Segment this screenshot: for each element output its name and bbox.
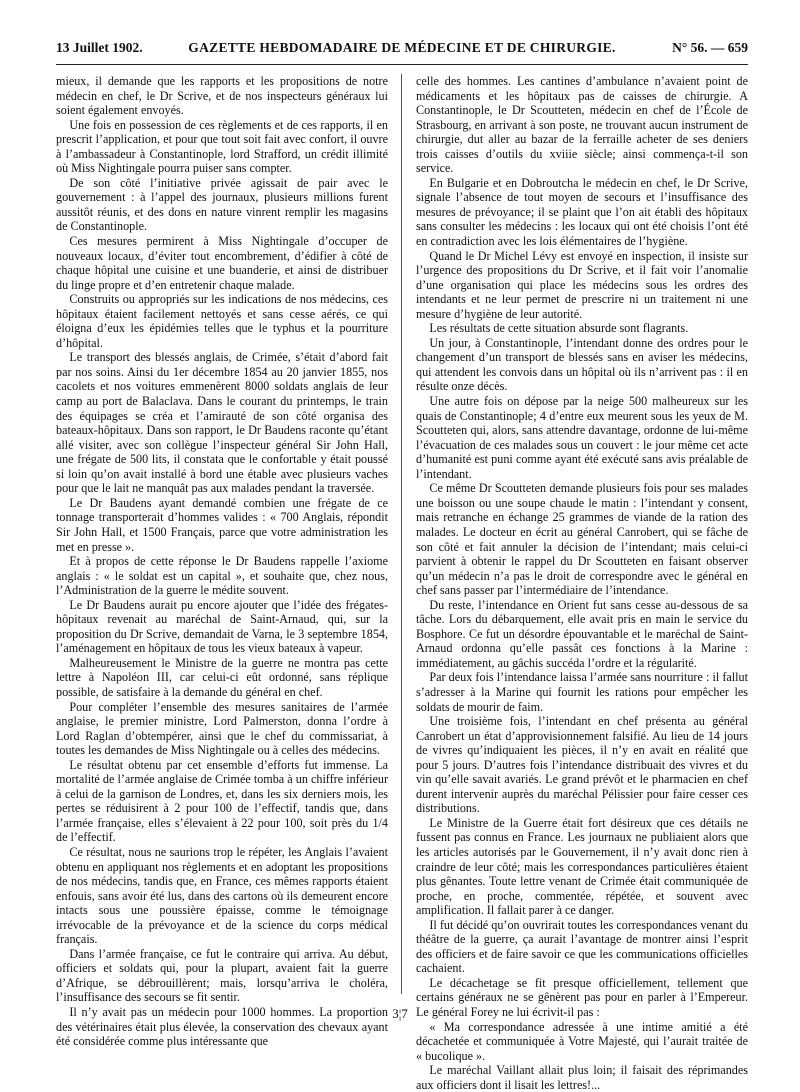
- paragraph: Le Dr Baudens aurait pu encore ajouter que l’idée des frégates-hôpitaux revenait au maréchal de Saint-Arnaud, qui, sur la proposition du Dr Scrive, demandait de Varna, le 3 septembre 1854, l’aménagement en hôpitaux de tous les vieux bateaux à vapeur.: [56, 597, 388, 656]
- paragraph: En Bulgarie et en Dobroutcha le médecin en chef, le Dr Scrive, signale l’absence de tout moyen de secours et l’insuffisance des mesures de prévoyance; il se plaint que l’on ait établi des hôpitaux sans consulter les médecins : les locaux qui ont été choisis l’ont été en contradiction avec les lois élémentaires de l’hygiène.: [416, 175, 748, 249]
- paragraph: Il fut décidé qu’on ouvrirait toutes les correspondances venant du théâtre de la guerre, ça aurait l’avantage de montrer ainsi l’esprit des officiers et de faire savoir ce que les communications officielles cachaient.: [416, 917, 748, 976]
- paragraph: Le Ministre de la Guerre était fort désireux que ces détails ne fussent pas connus en France. Les journaux ne publiaient alors que les articles autorisés par le Gouvernement, il n’y avait donc rien à craindre de leur côté; mais les correspondances particulières étaient plus gênantes. Toute lettre venant de Crimée était communiquée de proche, en proche, commentée, répétée, et souvent avec amplification. Il fallait parer à ce danger.: [416, 815, 748, 918]
- paragraph: Et à propos de cette réponse le Dr Baudens rappelle l’axiome anglais : « le soldat est un capital », et souhaite que, chez nous, l’Administration de la guerre le médite souvent.: [56, 554, 388, 598]
- page-footer-number: 3¦7: [392, 1006, 408, 1021]
- right-column: [416, 74, 748, 1092]
- paragraph: Les résultats de cette situation absurde sont flagrants.: [429, 321, 689, 336]
- paragraph: Du reste, l’intendance en Orient fut sans cesse au-dessous de sa tâche. Lors du débarquement, elle avait pris en main le service du Bosphore. Ce fut un désordre épouvantable et le maréchal de Saint-Arnaud ordonna qu’elle passât ces fonctions à la Marine : immédiatement, au gâchis succéda l’ordre et la régularité.: [416, 597, 748, 670]
- paragraph: Le transport des blessés anglais, de Crimée, s’était d’abord fait par nos soins. Ainsi du 1er décembre 1854 au 20 janvier 1855, nos cacolets et nos voitures emmenèrent 8000 soldats anglais de leur camp au port de Balaclava. Dans le courant du printemps, le train des équipages se créa et l’amirauté de son côté organisa des bateaux-hôpitaux. Dans son rapport, le Dr Baudens raconte qu’étant allé visiter, avec son collègue l’inspecteur général Sir John Hall, une frégate de 500 lits, il constata que le confortable y était poussé si loin qu’on avait installé à bord une étable avec plusieurs vaches pour que le lait ne manquât pas aux malades pendant la traversée.: [56, 350, 388, 496]
- page-header: [56, 38, 748, 62]
- paragraph: Ce même Dr Scoutteten demande plusieurs fois pour ses malades une boisson ou une soupe chaude le matin : l’intendant y consent, mais retranche en échange 25 grammes de viande de la ration des malades. Le docteur en écrit au général Canrobert, qui se fâche de son côté et fait annuler la décision de l’intendant; mais celui-ci parvient à obtenir le rappel du Dr Scoutteten en faisant observer qu’un médecin n’a pas le droit de correspondre avec le général en chef sans passer par l’intermédiaire de l’intendance.: [416, 481, 748, 598]
- paragraph: mieux, il demande que les rapports et les propositions de notre médecin en chef, le Dr Scrive, et de nos inspecteurs généraux lui soient également envoyés.: [56, 74, 388, 118]
- paragraph: Il n’y avait pas un médecin pour 1000 hommes. La proportion des vétérinaires était plus élevée, la conservation des chevaux ayant été considérée comme plus intéressante que: [56, 1005, 388, 1049]
- paragraph: Une autre fois on dépose par la neige 500 malheureux sur les quais de Constantinople; 4 d’entre eux meurent sous les yeux de M. Scoutteten qui, alors, sans attendre davantage, ordonne de lui-même l’évacuation de ces malades sous un couvert : le jour même cet acte d’humanité est puni comme ayant été exécuté sans avis préalable de l’intendant.: [416, 394, 748, 481]
- paragraph: Le Dr Baudens ayant demandé combien une frégate de ce tonnage transporterait d’hommes valides : « 700 Anglais, répondit Sir John Hall, et 1500 Français, parce que votre administration les met en presse ».: [56, 495, 388, 554]
- left-column: [56, 74, 388, 1049]
- header-date: 13 Juillet 1902.: [56, 40, 143, 55]
- paragraph: Le résultat obtenu par cet ensemble d’efforts fut immense. La mortalité de l’armée anglaise de Crimée tomba à un chiffre inférieur à celui de la garnison de Londres, et, dans les six derniers mois, les pertes se réduisirent à 2 pour 100 de l’effectif, tandis que, dans l’armée française, elles s’élevaient à 22 pour 100, soit près du 1/4 de l’effectif.: [56, 757, 388, 845]
- paragraph: Un jour, à Constantinople, l’intendant donne des ordres pour le changement d’un transport de blessés sans en aviser les médecins, qui attendent les convois dans un hôpital où ils n’arrivent pas : il en résulte onze décès.: [416, 335, 748, 394]
- paragraph: Le maréchal Vaillant allait plus loin; il faisait des réprimandes aux officiers dont il lisait les lettres!...: [416, 1063, 748, 1092]
- issue-page-number: N° 56. — 659: [672, 40, 748, 55]
- paragraph: Dans l’armée française, ce fut le contraire qui arriva. Au début, officiers et soldats qui, pour la plupart, avaient fait la guerre d’Afrique, se débrouillèrent; mais, lorsqu’arriva le choléra, l’insuffisance des secours se fit sentir.: [56, 946, 388, 1005]
- column-divider: [401, 74, 402, 994]
- journal-title: GAZETTE HEBDOMADAIRE DE MÉDECINE ET DE CHIRURGIE.: [188, 40, 616, 55]
- paragraph: Ce résultat, nous ne saurions trop le répéter, les Anglais l’avaient obtenu en appliquant nos règlements et en adoptant les propositions de nos médecins, tandis que, en France, ces mêmes rapports étaient enfouis, sans avoir été lus, dans des cartons où ils demeurent encore intacts sous une poussière épaisse, comme le témoignage irrévocable de la prévoyance et de la science du corps médical français.: [56, 844, 388, 947]
- paragraph: Ces mesures permirent à Miss Nightingale d’occuper de nouveaux locaux, d’éviter tout encombrement, d’édifier à côté de chaque hôpital une cuisine et une buanderie, et ainsi de distribuer du linge propre et d’en entretenir chaque malade.: [56, 234, 388, 292]
- quotation-paragraph: « Ma correspondance adressée à une intime amitié a été décachetée et communiquée à Votre Majesté, qui l’aurait traitée de « bucolique ».: [416, 1019, 748, 1063]
- paragraph: De son côté l’initiative privée agissait de pair avec le gouvernement : à l’appel des journaux, plusieurs millions furent aussitôt réunis, et des dons en nature vinrent remplir les magasins de Constantinople.: [56, 175, 388, 234]
- paragraph: Le décachetage se fit presque officiellement, tellement que certains généraux ne se gênèrent pas pour en parler à l’Empereur. Le général Forey ne lui écrivit-il pas :: [416, 975, 748, 1019]
- paragraph: Par deux fois l’intendance laissa l’armée sans nourriture : il fallut s’adresser à la Marine qui fournit les rations pour empêcher les soldats de mourir de faim.: [416, 670, 748, 714]
- paragraph: Une fois en possession de ces règlements et de ces rapports, il en prescrit l’application, et pour que tout soit fait avec confort, il ouvre à l’ambassadeur à Constantinople, lord Strafford, un crédit illimité où Miss Nightingale pourra puiser sans compter.: [56, 117, 388, 176]
- paragraph: Construits ou appropriés sur les indications de nos médecins, ces hôpitaux étaient facilement nettoyés et sans cesse aérés, ce qui éloigna d’eux les épidémies telles que le typhus et la pourriture d’hôpital.: [56, 292, 388, 350]
- paragraph: Pour compléter l’ensemble des mesures sanitaires de l’armée anglaise, le premier ministre, Lord Palmerston, donna l’ordre à Lord Raglan d’obtempérer, ainsi que le chef du commissariat, à toutes les demandes de Miss Nightingale ou à celles des médecins.: [56, 699, 388, 758]
- paragraph: Quand le Dr Michel Lévy est envoyé en inspection, il insiste sur l’urgence des propositions du Dr Scrive, et il fait voir l’anomalie d’une organisation qui place les médecins sous les ordres des intendants et ne leur permet de prescrire ni un traitement ni une mesure d’hygiène de leur autorité.: [416, 248, 748, 321]
- paragraph: celle des hommes. Les cantines d’ambulance n’avaient point de médicaments et les hôpitaux pas de caisses de chirurgie. A Constantinople, le Dr Scoutteten, médecin en chef de l’École de Strasbourg, en arrivant à son poste, ne trouvant aucun instrument de chirurgie, dut aller au bazar de la ferraille acheter de ses deniers trois caisses d’outils du xviiie siècle; ainsi commença-t-il son service.: [416, 74, 748, 176]
- paragraph: Une troisième fois, l’intendant en chef présenta au général Canrobert un état d’approvisionnement falsifié. Au lieu de 14 jours de vivres qu’indiquaient les pièces, il n’y en avait en réalité que pour 5 jours. D’autres fois l’intendance distribuait des vivres et du vin qu’elle savait avariés. Le grand prévôt et le pharmacien en chef durent intervenir auprès du maréchal Pélissier pour faire cesser ces distributions.: [416, 714, 748, 816]
- header-rule: [56, 64, 748, 65]
- paragraph: Malheureusement le Ministre de la guerre ne montra pas cette lettre à Napoléon III, car celui-ci eût ordonné, sans réplique possible, de satisfaire à la demande du général en chef.: [56, 655, 388, 699]
